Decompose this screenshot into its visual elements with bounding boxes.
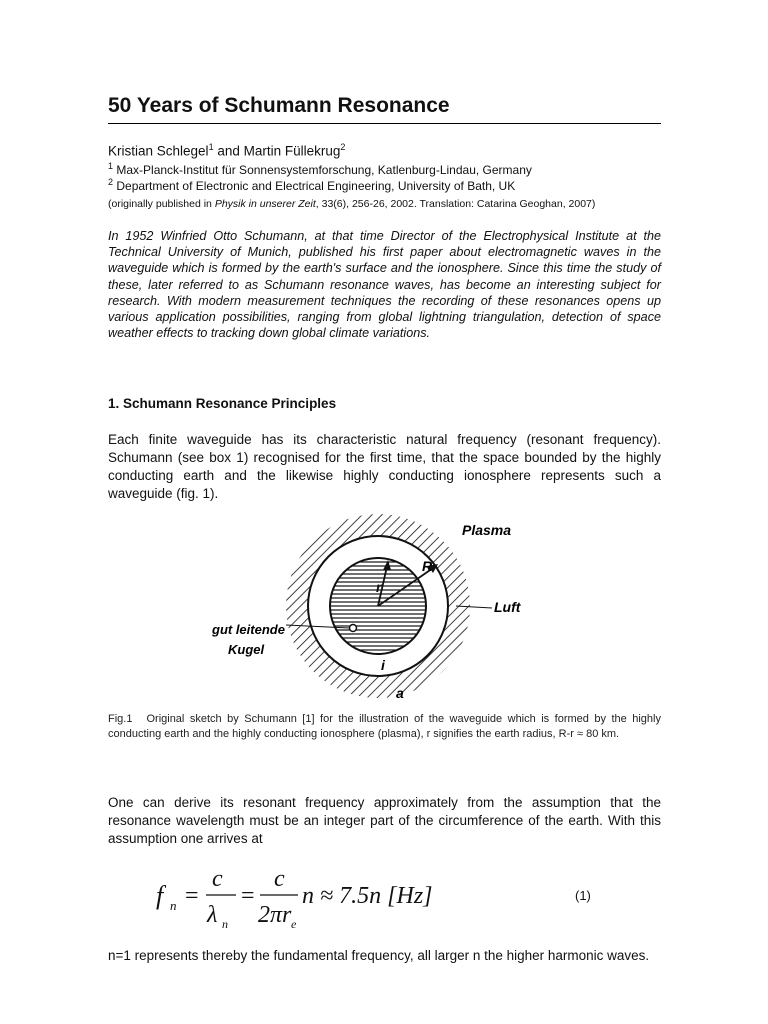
caption-text: Original sketch by Schumann [1] for the illustration of the waveguide which is formed by the highly conducting earth and the highly conducting ionosphere (plasma), r signifies the earth radius, R-r ≈ 80 km. xyxy=(108,713,661,740)
eq-c2: c xyxy=(274,866,285,892)
orig-prefix: (originally published in xyxy=(108,198,215,210)
eq-equals-2: = xyxy=(241,883,255,909)
eq-c1: c xyxy=(212,866,223,892)
paragraph-3: n=1 represents thereby the fundamental frequency, all larger n the higher harmonic waves. xyxy=(108,948,650,963)
section-heading: 1. Schumann Resonance Principles xyxy=(108,396,337,411)
paragraph-2: One can derive its resonant frequency approximately from the assumption that the resonance wavelength must be an integer part of the circumference of the earth. With this assumption one arrives at xyxy=(108,795,661,846)
author-line xyxy=(108,139,345,160)
label-R: R xyxy=(422,558,433,574)
label-plasma: Plasma xyxy=(462,522,512,538)
eq-f-sub: n xyxy=(170,898,177,913)
eq-denominator-sub: e xyxy=(291,917,297,931)
eq-f: f xyxy=(156,881,164,910)
conducting-sphere-marker xyxy=(350,625,357,632)
paper-title: 50 Years of Schumann Resonance xyxy=(108,93,661,124)
caption-label: Fig.1 xyxy=(108,713,133,725)
author-1: Kristian Schlegel xyxy=(108,143,209,159)
eq-denominator: 2πr xyxy=(258,902,292,928)
paragraph-1: Each finite waveguide has its characteristic natural frequency (resonant frequency). Schumann (see box 1) recognised for the first time, that the space bounded by the highly conducting earth and the likewise highly conducting ionosphere represents such a waveguide (fig. 1). xyxy=(108,432,661,501)
eq-result: n ≈ 7.5n [Hz] xyxy=(302,883,433,909)
label-gut-leitende: gut leitende xyxy=(212,622,285,637)
equation-1 xyxy=(150,862,450,934)
label-i: i xyxy=(381,657,385,673)
affiliation-1-text: Max-Planck-Institut für Sonnensystemforschung, Katlenburg-Lindau, Germany xyxy=(116,163,532,177)
label-kugel: Kugel xyxy=(228,642,265,657)
eq-lambda-sub: n xyxy=(222,917,228,931)
original-publication-note xyxy=(108,197,595,211)
label-luft: Luft xyxy=(494,599,521,615)
figure-1-caption xyxy=(108,712,661,742)
equation-number: (1) xyxy=(575,888,591,903)
affiliation-2-num: 2 xyxy=(108,177,114,187)
affiliation-2-text: Department of Electronic and Electrical Engineering, University of Bath, UK xyxy=(116,179,516,193)
affiliation-1-num: 1 xyxy=(108,161,114,171)
affiliation-2 xyxy=(108,175,515,194)
orig-journal: Physik in unserer Zeit xyxy=(214,198,316,210)
author-2: Martin Füllekrug xyxy=(243,143,341,159)
label-a: a xyxy=(396,685,404,701)
label-r: r xyxy=(376,579,382,595)
author-conjunction: and xyxy=(213,143,244,159)
author-1-affil: 1 xyxy=(208,142,214,152)
author-2-affil: 2 xyxy=(340,142,346,152)
eq-lambda: λ xyxy=(207,902,218,928)
abstract: In 1952 Winfried Otto Schumann, at that time Director of the Electrophysical Institute at the Technical University of Munich, published his first paper about electromagnetic waves in the waveguide which is formed by the earth's surface and the ionosphere. Since this time the study of these, later referred to as Schumann resonance waves, has become an interesting subject for research. With modern measurement techniques the recording of these resonances opens up various application possibilities, ranging from global lightning triangulation, detection of space weather effects to tracking down global climate variations. xyxy=(108,229,661,341)
eq-equals-1: = xyxy=(185,883,199,909)
orig-suffix: , 33(6), 256-26, 2002. Translation: Catarina Geoghan, 2007) xyxy=(315,198,596,210)
figure-1-sketch xyxy=(200,508,540,708)
